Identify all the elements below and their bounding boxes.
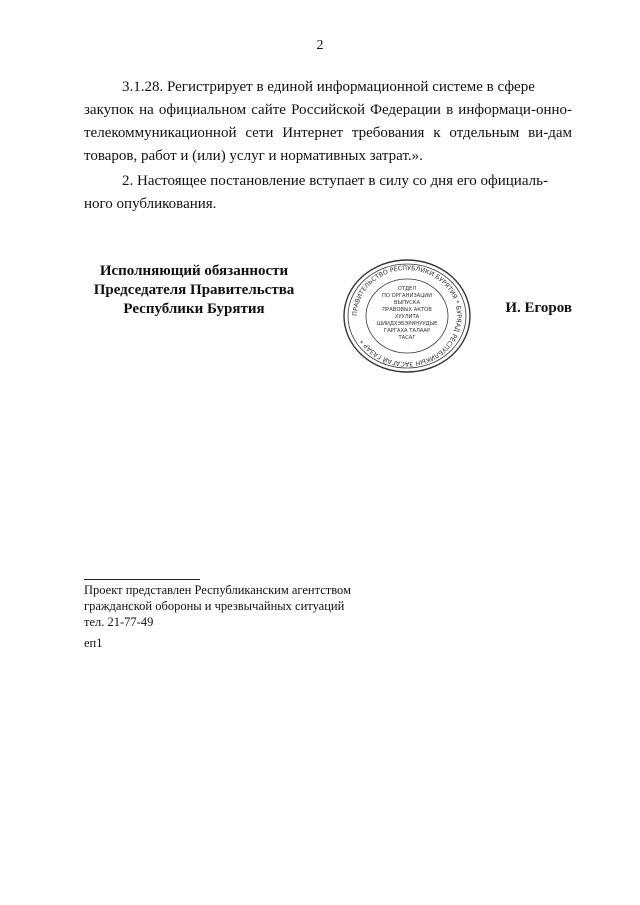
signatory-title [84, 262, 304, 319]
seal-center-line: ВЫПУСКА [393, 300, 421, 306]
paragraph-3-1-28 [84, 76, 572, 168]
paragraph-effective-date [84, 170, 572, 216]
signatory-title-line: Республики Бурятия [123, 301, 265, 317]
footnote-divider [84, 579, 200, 580]
seal-center-line: ХУУЛИТА [394, 314, 420, 320]
signatory-name: И. Егоров [505, 300, 572, 316]
seal-center-line: ПО ОРГАНИЗАЦИИ [381, 293, 433, 299]
paragraph-continuation: закупок на официальном сайте Российской Федерации в информаци-онно-телекоммуникационной сети Интернет требования к отдельным ви-дам товаров, работ и (или) услуг и нормативных затрат.». [84, 102, 572, 164]
document-code: еп1 [84, 636, 103, 650]
footnote-line: тел. 21-77-49 [84, 615, 154, 629]
page-number: 2 [316, 38, 324, 53]
footnote-line: Проект представлен Республиканским агентством [84, 583, 351, 597]
footnote-line: гражданской обороны и чрезвычайных ситуаций [84, 599, 345, 613]
seal-center-line: ШИИДХЭБЭРИНУУДЫЕ [376, 321, 438, 327]
paragraph-continuation: ного опубликования. [84, 196, 217, 212]
seal-ring-text: ПРАВИТЕЛЬСТВО РЕСПУБЛИКИ БУРЯТИЯ * БУРЯАД РЕСПУБЛИКЫН ЗАСАГАЙ ГАЗАР * [351, 264, 463, 368]
footnote [84, 582, 351, 630]
official-seal [340, 257, 474, 375]
seal-center-line: ТАСАГ [398, 335, 416, 341]
paragraph-first-line: 3.1.28. Регистрирует в единой информационной системе в сфере [122, 79, 535, 95]
seal-center-line: ПРАВОВЫХ АКТОВ [382, 307, 432, 313]
paragraph-first-line: 2. Настоящее постановление вступает в силу со дня его официаль- [122, 173, 548, 189]
signatory-title-line: Исполняющий обязанности [99, 263, 289, 279]
seal-center-line: ГАРГАХА ТАЛААР [383, 328, 431, 334]
signatory-title-line: Председателя Правительства [93, 282, 295, 298]
seal-center-line: ОТДЕЛ [397, 286, 417, 292]
